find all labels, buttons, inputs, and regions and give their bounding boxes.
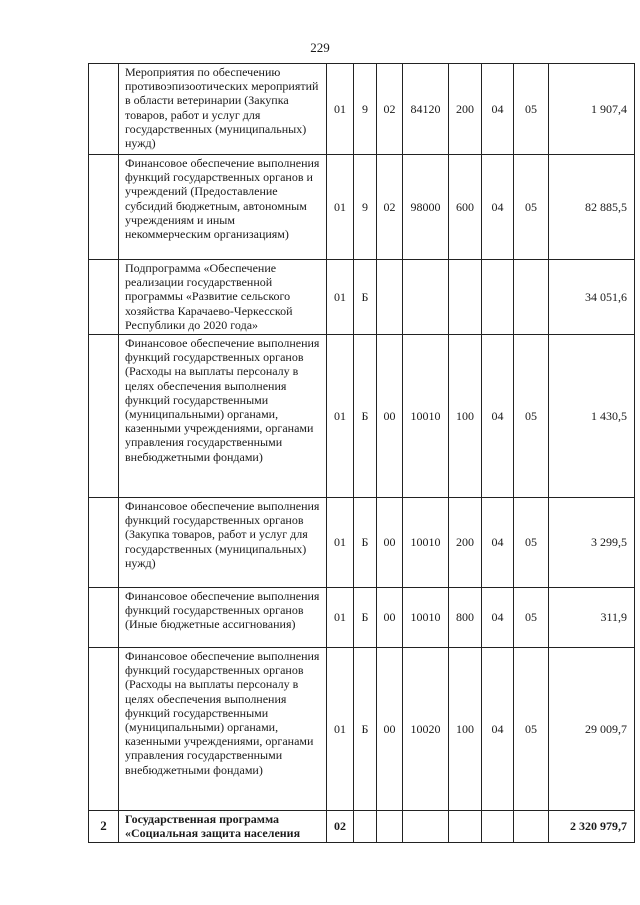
row-name: Финансовое обеспечение выполнения функций государственных органов (Расходы на выплаты персоналу в целях обеспечения выполнения функций государственными (муниципальными) органами, казенными учреждениями, органами управления государственными внебюджетными фондами) — [119, 335, 327, 498]
code-expense-type: 100 — [449, 648, 482, 811]
table-row — [89, 260, 635, 335]
budget-table — [88, 63, 635, 843]
row-name: Финансовое обеспечение выполнения функций государственных органов и учреждений (Предоставление субсидий бюджетным, автономным учреждениям и иным некоммерческим организациям) — [119, 155, 327, 260]
code-subprogram: 00 — [377, 498, 403, 588]
code-program: 9 — [354, 155, 377, 260]
row-name: Мероприятия по обеспечению противоэпизоотических мероприятий в области ветеринарии (Закупка товаров, работ и услуг для государственных (муниципальных) нужд) — [119, 64, 327, 155]
row-amount: 2 320 979,7 — [549, 811, 635, 843]
code-ministry: 01 — [327, 64, 354, 155]
code-subsection: 05 — [514, 335, 549, 498]
code-expense-type: 200 — [449, 64, 482, 155]
row-amount: 311,9 — [549, 588, 635, 648]
row-index: 2 — [89, 811, 119, 843]
code-direction — [403, 260, 449, 335]
code-subsection: 05 — [514, 588, 549, 648]
code-expense-type — [449, 260, 482, 335]
row-name: Государственная программа «Социальная защита населения — [119, 811, 327, 843]
row-amount: 1 907,4 — [549, 64, 635, 155]
row-name: Финансовое обеспечение выполнения функций государственных органов (Закупка товаров, работ и услуг для государственных (муниципальных) нужд) — [119, 498, 327, 588]
row-index — [89, 155, 119, 260]
table-row — [89, 498, 635, 588]
code-section: 04 — [482, 155, 514, 260]
code-subsection: 05 — [514, 155, 549, 260]
code-subprogram — [377, 811, 403, 843]
code-section: 04 — [482, 498, 514, 588]
code-subprogram: 00 — [377, 648, 403, 811]
code-subprogram: 02 — [377, 64, 403, 155]
row-index — [89, 648, 119, 811]
code-program: Б — [354, 335, 377, 498]
code-ministry: 01 — [327, 155, 354, 260]
code-program: Б — [354, 588, 377, 648]
row-amount: 3 299,5 — [549, 498, 635, 588]
code-program: Б — [354, 648, 377, 811]
table-row — [89, 155, 635, 260]
row-amount: 1 430,5 — [549, 335, 635, 498]
row-index — [89, 588, 119, 648]
code-subsection — [514, 811, 549, 843]
code-direction: 10010 — [403, 498, 449, 588]
row-name: Финансовое обеспечение выполнения функций государственных органов (Расходы на выплаты персоналу в целях обеспечения выполнения функций государственными (муниципальными) органами, казенными учреждениями, органами управления государственными внебюджетными фондами) — [119, 648, 327, 811]
code-ministry: 02 — [327, 811, 354, 843]
row-index — [89, 260, 119, 335]
code-ministry: 01 — [327, 588, 354, 648]
code-direction: 10010 — [403, 335, 449, 498]
code-expense-type — [449, 811, 482, 843]
row-amount: 82 885,5 — [549, 155, 635, 260]
code-section: 04 — [482, 335, 514, 498]
code-direction: 10010 — [403, 588, 449, 648]
code-program: Б — [354, 260, 377, 335]
code-subsection — [514, 260, 549, 335]
code-ministry: 01 — [327, 335, 354, 498]
code-section: 04 — [482, 64, 514, 155]
code-subprogram — [377, 260, 403, 335]
table-row — [89, 811, 635, 843]
code-expense-type: 800 — [449, 588, 482, 648]
code-subprogram: 00 — [377, 335, 403, 498]
row-amount: 34 051,6 — [549, 260, 635, 335]
code-ministry: 01 — [327, 498, 354, 588]
code-subsection: 05 — [514, 498, 549, 588]
code-subprogram: 00 — [377, 588, 403, 648]
code-direction: 84120 — [403, 64, 449, 155]
code-expense-type: 100 — [449, 335, 482, 498]
code-section — [482, 811, 514, 843]
code-ministry: 01 — [327, 648, 354, 811]
code-subsection: 05 — [514, 648, 549, 811]
row-amount: 29 009,7 — [549, 648, 635, 811]
row-name: Финансовое обеспечение выполнения функций государственных органов (Иные бюджетные ассигнования) — [119, 588, 327, 648]
row-index — [89, 498, 119, 588]
code-subsection: 05 — [514, 64, 549, 155]
table-row — [89, 588, 635, 648]
code-section: 04 — [482, 648, 514, 811]
code-expense-type: 200 — [449, 498, 482, 588]
table-row — [89, 648, 635, 811]
row-index — [89, 335, 119, 498]
code-section — [482, 260, 514, 335]
code-direction: 10020 — [403, 648, 449, 811]
row-index — [89, 64, 119, 155]
code-program: Б — [354, 498, 377, 588]
code-program: 9 — [354, 64, 377, 155]
code-direction: 98000 — [403, 155, 449, 260]
table-row — [89, 64, 635, 155]
row-name: Подпрограмма «Обеспечение реализации государственной программы «Развитие сельского хозяйства Карачаево-Черкесской Республики до 2020 года» — [119, 260, 327, 335]
table-row — [89, 335, 635, 498]
code-program — [354, 811, 377, 843]
page-number: 229 — [310, 40, 330, 55]
code-section: 04 — [482, 588, 514, 648]
code-ministry: 01 — [327, 260, 354, 335]
code-expense-type: 600 — [449, 155, 482, 260]
code-direction — [403, 811, 449, 843]
code-subprogram: 02 — [377, 155, 403, 260]
